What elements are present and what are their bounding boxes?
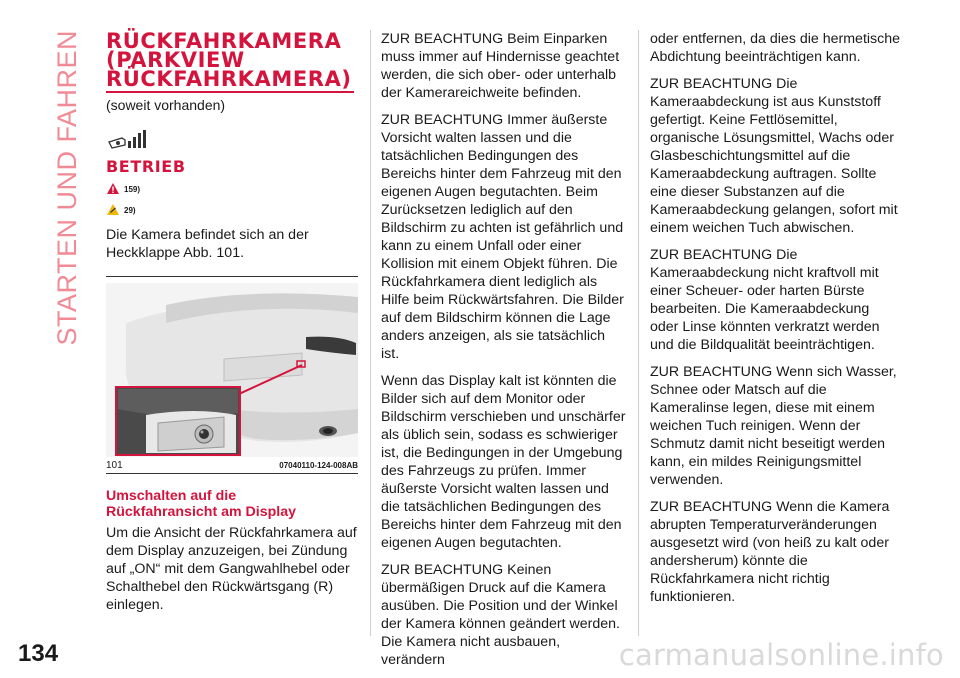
wifi-camera-icon [106,127,358,153]
column-right [638,30,901,636]
intro-paragraph: Die Kamera befindet sich an der Heckklappe Abb. 101. [106,227,309,261]
warning-reference-number: 159) [124,184,141,194]
figure-rear-camera [106,276,358,474]
middle-paragraph-4: ZUR BEACHTUNG Keinen übermäßigen Druck auf die Kamera ausüben. Die Position und der Winkel der Kamera können geändert werden. Die Kamera nicht ausbauen, verändern [381,562,620,668]
column-middle [370,30,626,668]
page-title [106,29,354,93]
rear-camera-photo [106,283,358,457]
column-left [106,29,358,614]
middle-paragraph-1: ZUR BEACHTUNG Beim Einparken muss immer auf Hindernisse geachtet werden, die sich ober- oder unterhalb der Kamerareichweite befinden. [381,31,620,101]
note-reference-number: 29) [124,205,136,215]
middle-paragraph-3: Wenn das Display kalt ist könnten die Bilder sich auf dem Monitor oder Bildschirm verschieben und unschärfer als üblich sein, sodass es schwieriger ist, die Bedingungen in der Umgebung des Fahrzeugs zu prüfen. Immer äußerste Vorsicht walten lassen und die tatsächlichen Bedingungen des Bereichs hinter dem Fahrzeug mit den eigenen Augen begutachten. [381,373,626,551]
subheading-line-2: Rückfahransicht am Display [106,504,297,520]
page-number: 134 [18,640,59,667]
title-line-1: RÜCKFAHRKAMERA [106,29,342,53]
watermark: carmanualsonline.info [618,638,944,672]
figure-code: 07040110-124-008AB [279,460,358,470]
title-line-3: RÜCKFAHRKAMERA) [106,67,352,91]
title-line-2: (PARKVIEW [106,48,245,72]
right-paragraph-4: ZUR BEACHTUNG Wenn sich Wasser, Schnee oder Matsch auf die Kameralinse legen, diese mit einem weichen Tuch reinigen. Wenn der Schmutz damit nicht beseitigt werden kann, ein mildes Reinigungsmittel verwenden. [650,364,897,488]
warning-reference [106,179,358,197]
chapter-side-tab [50,30,84,346]
note-reference [106,200,358,218]
right-paragraph-5: ZUR BEACHTUNG Wenn die Kamera abrupten Temperaturveränderungen ausgesetzt wird (von heiß zu kalt oder andersherum) könnte die Rückfahrkamera nicht richtig funktionieren. [650,499,890,605]
caution-note-icon [106,203,120,216]
section-heading-betrieb: BETRIEB [106,157,186,176]
rear-view-paragraph: Um die Ansicht der Rückfahrkamera auf dem Display anzuzeigen, bei Zündung auf „ON“ mit dem Gangwahlhebel oder Schalthebel den Rückwärtsgang (R) einlegen. [106,525,357,613]
figure-caption [106,457,358,473]
figure-number: 101 [106,459,123,471]
availability-note: (soweit vorhanden) [106,97,226,113]
subheading-line-1: Umschalten auf die [106,488,237,504]
right-paragraph-2: ZUR BEACHTUNG Die Kameraabdeckung ist aus Kunststoff gefertigt. Keine Fettlösemittel, organische Lösungsmittel, Wachs oder Glasbeschichtungsmittel auf die Kameraabdeckung auftragen. Sollte eine dieser Substanzen auf die Kameraabdeckung gelangen, sofort mit einem weichen Tuch abwischen. [650,76,898,236]
chapter-side-tab-label: STARTEN UND FAHREN [51,30,82,346]
subheading-rear-view [106,488,358,520]
right-paragraph-1: oder entfernen, da dies die hermetische Abdichtung beeinträchtigen kann. [650,31,901,65]
middle-paragraph-2: ZUR BEACHTUNG Immer äußerste Vorsicht walten lassen und die tatsächlichen Bedingungen des Bereichs hinter dem Fahrzeug mit den eigenen Augen begutachten. Beim Zurücksetzen lediglich auf den Bildschirm zu achten ist gefährlich und kann zu einem Unfall oder einer Kollision mit einem Objekt führen. Die Rückfahrkamera dient lediglich als Hilfe beim Rückwärtsfahren. Die Bilder auf dem Bildschirm können die Lage anders anzeigen, als sie tatsächlich ist. [381,112,624,362]
right-paragraph-3: ZUR BEACHTUNG Die Kameraabdeckung nicht kraftvoll mit einer Scheuer- oder harten Bürste bearbeiten. Die Kameraabdeckung oder Linse könnten verkratzt werden und die Bildqualität beeinträchtigen. [650,247,880,353]
warning-triangle-icon [106,182,120,195]
